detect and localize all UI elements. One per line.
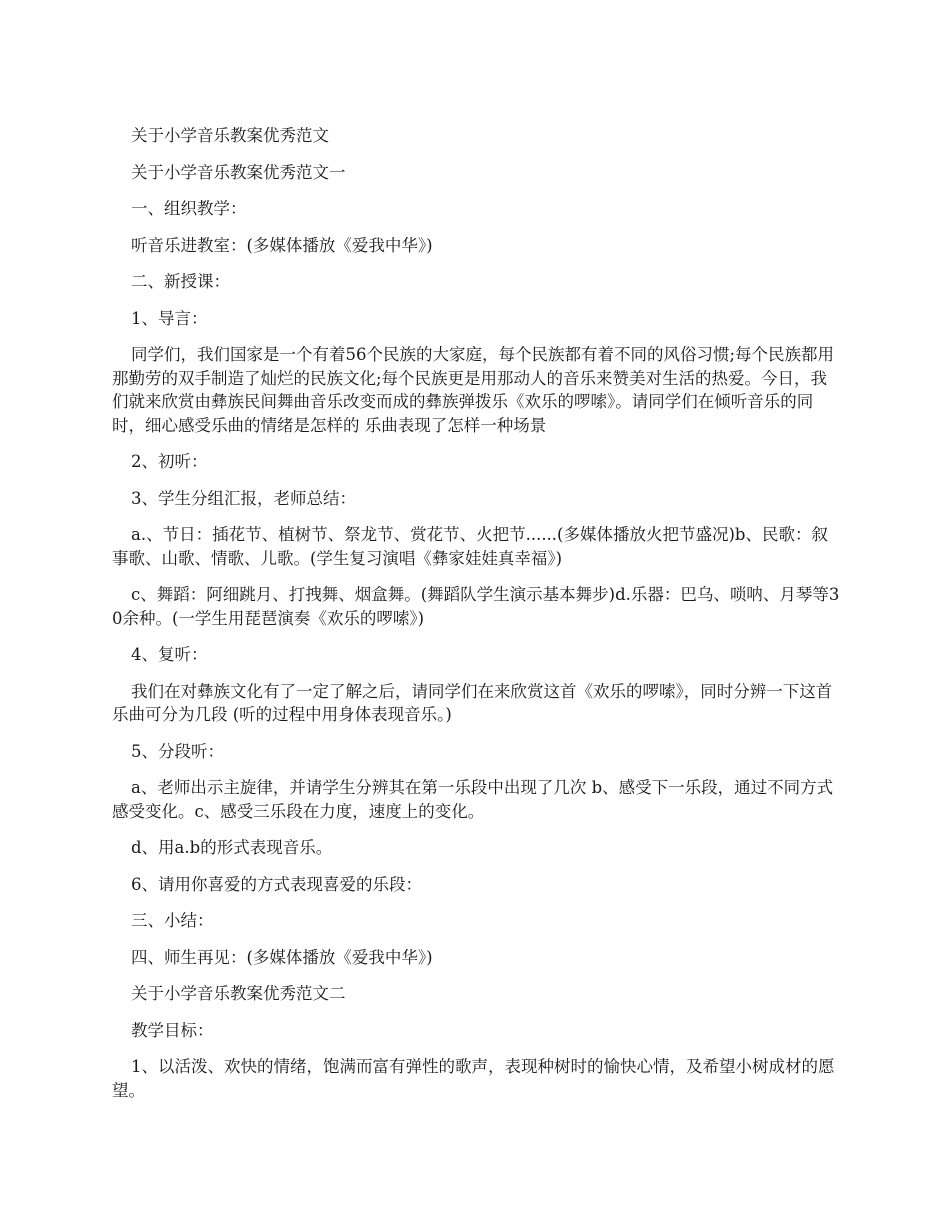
document-page: [112, 124, 842, 1115]
paragraph: 四、师生再见：(多媒体播放《爱我中华》): [131, 947, 433, 967]
paragraph: 3、学生分组汇报，老师总结：: [131, 488, 356, 508]
paragraph: 6、请用你喜爱的方式表现喜爱的乐段：: [131, 874, 422, 894]
paragraph: 二、新授课：: [131, 272, 230, 291]
paragraph: d、用a.b的形式表现音乐。: [131, 838, 333, 857]
paragraph: a、老师出示主旋律，并请学生分辨其在第一乐段中出现了几次 b、感受下一乐段，通过不同方式感受变化。c、感受三乐段在力度，速度上的变化。: [112, 778, 834, 821]
paragraph: 1、以活泼、欢快的情绪，饱满而富有弹性的歌声，表现种树时的愉快心情，及希望小树成材的愿望。: [112, 1057, 835, 1100]
paragraph: 我们在对彝族文化有了一定了解之后，请同学们在来欣赏这首《欢乐的啰嗦》，同时分辨一下这首乐曲可分为几段 (听的过程中用身体表现音乐。): [112, 681, 833, 724]
paragraph: 2、初听：: [131, 452, 208, 471]
paragraph: 三、小结：: [131, 911, 214, 930]
section-heading-2: 关于小学音乐教案优秀范文二: [131, 984, 346, 1003]
paragraph: 5、分段听：: [131, 741, 224, 761]
paragraph: 教学目标：: [131, 1020, 214, 1040]
paragraph: c、舞蹈：阿细跳月、打拽舞、烟盒舞。(舞蹈队学生演示基本舞步)d.乐器：巴乌、唢呐、月琴等30余种。(一学生用琵琶演奏《欢乐的啰嗦》): [112, 585, 840, 628]
paragraph: 1、导言：: [131, 308, 208, 328]
section-heading-1: 关于小学音乐教案优秀范文一: [131, 162, 346, 182]
paragraph: 听音乐进教室：(多媒体播放《爱我中华》): [131, 235, 433, 255]
paragraph: 一、组织教学：: [131, 199, 247, 218]
paragraph: a.、节日：插花节、植树节、祭龙节、赏花节、火把节......(多媒体播放火把节盛况)b、民歌：叙事歌、山歌、情歌、儿歌。(学生复习演唱《彝家娃娃真幸福》): [112, 525, 828, 568]
paragraph: 同学们，我们国家是一个有着56个民族的大家庭，每个民族都有着不同的风俗习惯;每个民族都用那勤劳的双手制造了灿烂的民族文化;每个民族更是用那动人的音乐来赞美对生活的热爱。今日，我们就来欣赏由彝族民间舞曲音乐改变而成的彝族弹拨乐《欢乐的啰嗦》。请同学们在倾听音乐的同时，细心感受乐曲的情绪是怎样的 乐曲表现了怎样一种场景: [112, 345, 835, 435]
paragraph: 4、复听：: [131, 645, 208, 664]
doc-title: 关于小学音乐教案优秀范文: [131, 126, 329, 145]
